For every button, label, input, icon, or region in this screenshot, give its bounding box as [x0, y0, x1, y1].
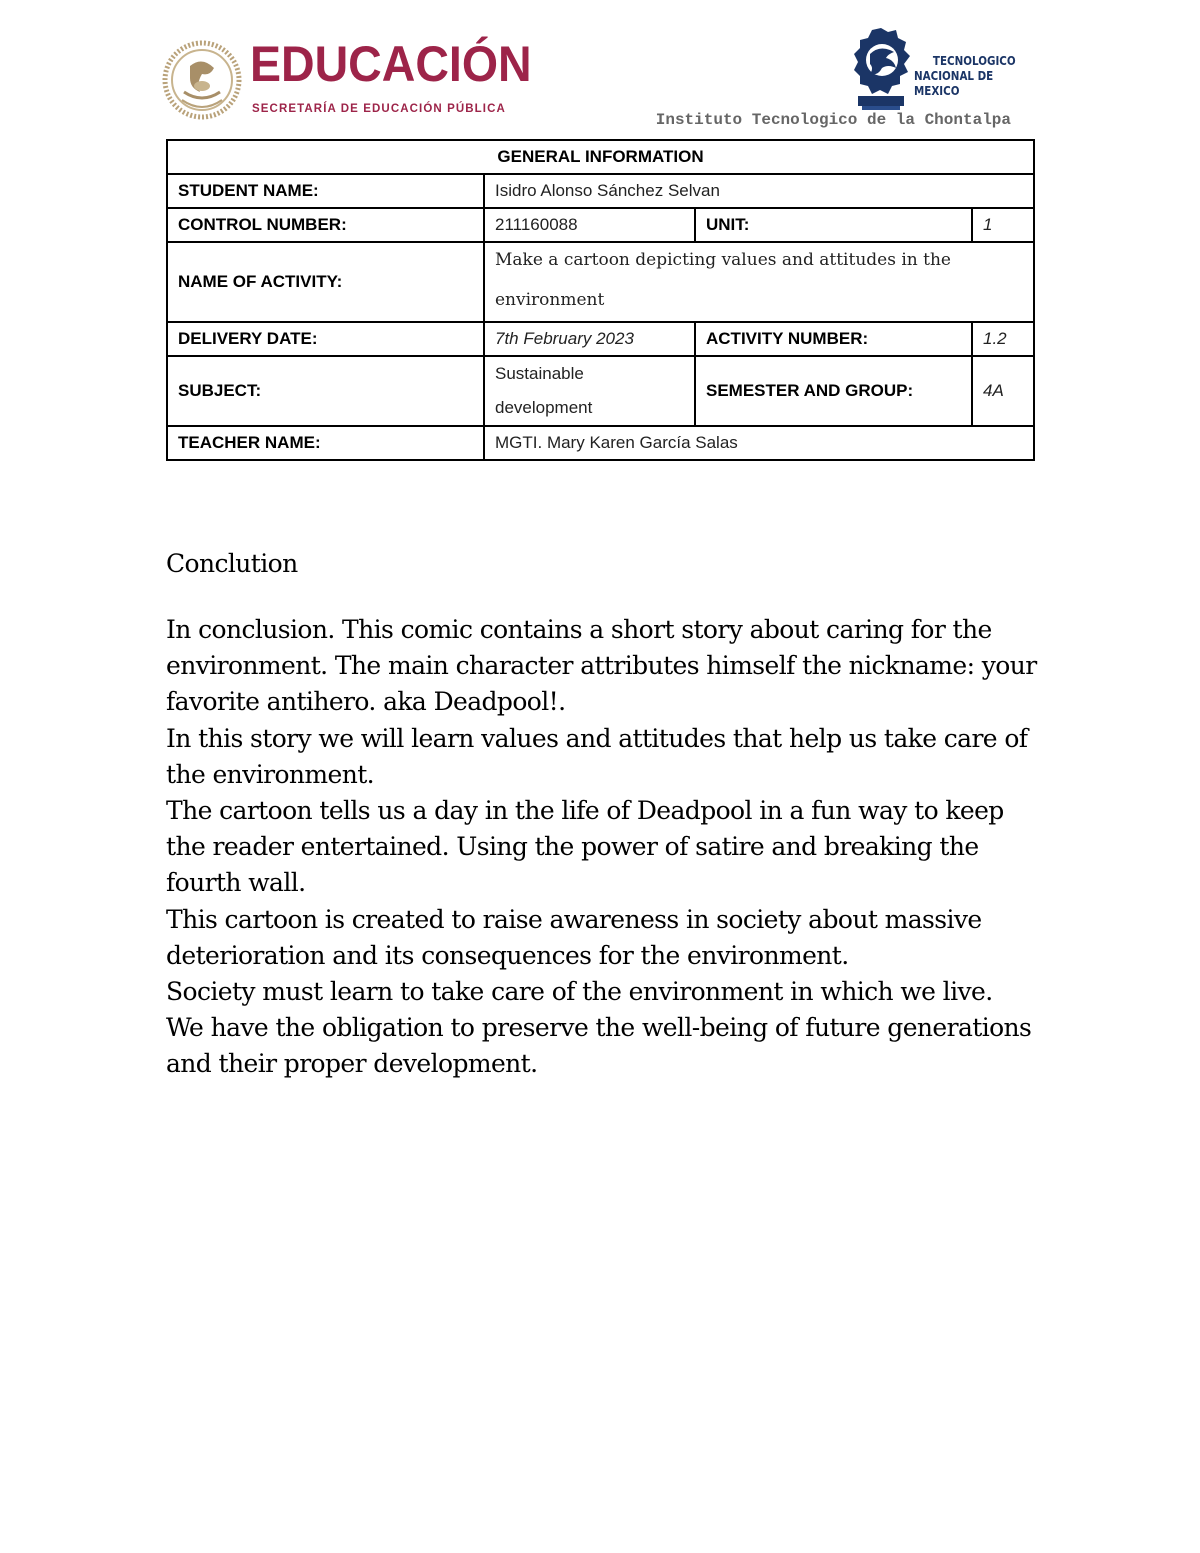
general-information-table — [166, 139, 1035, 461]
control-number-label: CONTROL NUMBER: — [167, 208, 484, 242]
table-heading: GENERAL INFORMATION — [167, 140, 1034, 174]
education-title: EDUCACIÓN — [250, 36, 532, 92]
subject-value: Sustainable development — [495, 364, 593, 417]
semester-group-label: SEMESTER AND GROUP: — [695, 356, 972, 426]
activity-number-label: ACTIVITY NUMBER: — [695, 322, 972, 356]
activity-name-value: Make a cartoon depicting values and attitudes in the environment — [495, 250, 951, 310]
conclusion-paragraph: The cartoon tells us a day in the life of Deadpool in a fun way to keep the reader entertained. Using the power of satire and breaking the fourth wall. — [166, 796, 1004, 898]
mexican-coat-of-arms-icon — [162, 30, 242, 130]
control-number-value: 211160088 — [484, 208, 695, 242]
tecnm-name-line1: TECNOLOGICO — [932, 54, 1016, 68]
activity-number-value: 1.2 — [972, 322, 1034, 356]
unit-value: 1 — [972, 208, 1034, 242]
conclusion-heading: Conclution — [166, 549, 298, 578]
unit-label: UNIT: — [695, 208, 972, 242]
conclusion-section — [166, 544, 1046, 1083]
conclusion-paragraph: We have the obligation to preserve the well-being of future generations and their proper development. — [166, 1013, 1032, 1079]
student-name-value: Isidro Alonso Sánchez Selvan — [484, 174, 1034, 208]
conclusion-paragraph: In this story we will learn values and attitudes that help us take care of the environment. — [166, 723, 1028, 789]
subject-label: SUBJECT: — [167, 356, 484, 426]
sep-subtitle: SECRETARÍA DE EDUCACIÓN PÚBLICA — [252, 103, 506, 115]
teacher-name-label: TEACHER NAME: — [167, 426, 484, 460]
conclusion-paragraph: In conclusion. This comic contains a short story about caring for the environment. The main character attributes himself the nickname: your favorite antihero. aka Deadpool!. — [166, 615, 1037, 717]
activity-name-label: NAME OF ACTIVITY: — [167, 242, 484, 322]
conclusion-paragraph: Society must learn to take care of the environment in which we live. — [166, 977, 993, 1007]
institute-name: Instituto Tecnologico de la Chontalpa — [655, 111, 1011, 129]
activity-name-cell — [484, 242, 1034, 322]
conclusion-paragraph: This cartoon is created to raise awareness in society about massive deterioration and its consequences for the environment. — [166, 904, 982, 970]
delivery-date-label: DELIVERY DATE: — [167, 322, 484, 356]
tecnm-name — [914, 54, 1022, 99]
teacher-name-value: MGTI. Mary Karen García Salas — [484, 426, 1034, 460]
semester-group-value: 4A — [972, 356, 1034, 426]
delivery-date-value: 7th February 2023 — [484, 322, 695, 356]
tecnm-name-line2: NACIONAL DE MEXICO — [914, 69, 994, 98]
tecnm-eagle-gear-logo-icon — [850, 24, 912, 112]
student-name-label: STUDENT NAME: — [167, 174, 484, 208]
subject-cell — [484, 356, 695, 426]
